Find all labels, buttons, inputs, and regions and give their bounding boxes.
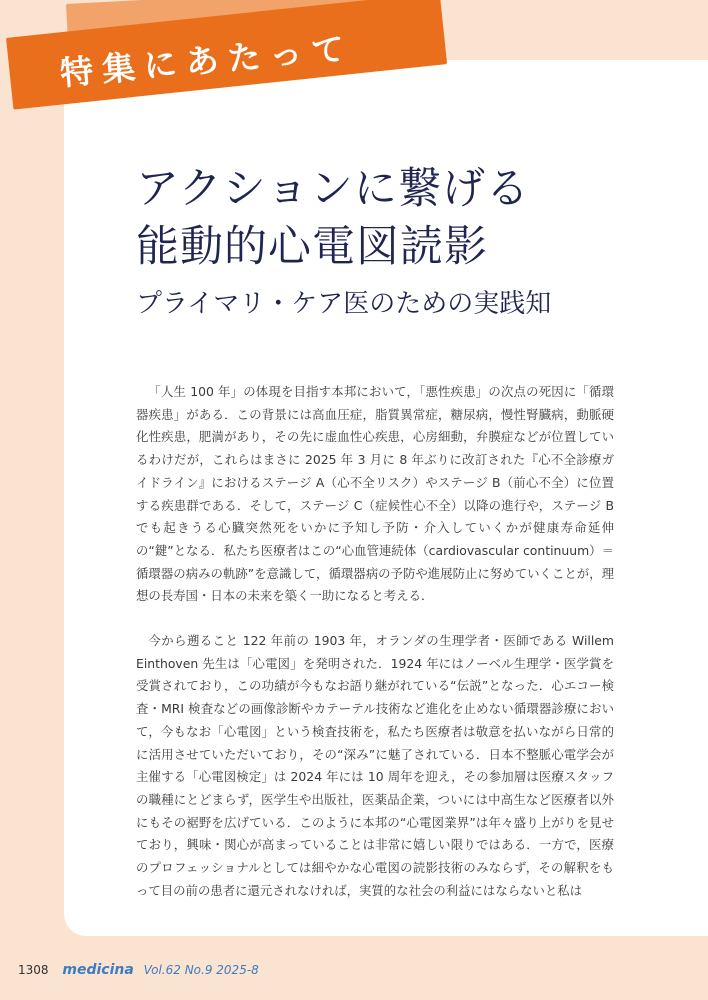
- title-line-1: アクションに繋げる: [136, 164, 530, 214]
- article-title: [136, 160, 530, 276]
- body-paragraph: 今から遡ること 122 年前の 1903 年，オランダの生理学者・医師である Willem Einthoven 先生は「心電図」を発明された．1924 年にはノーベル生理学・医学賞を受賞されており，この功績が今もなお語り継がれている“伝説”となった．心エコー検査・MRI 検査などの画像診断やカテーテル技術など進化を止めない循環器診療において，今もなお「心電図」という検査技術を，私たち医療者は敬意を払いながら日常的に活用させていただいており，その“深み”に魅了されている．日本不整脈心電学会が主催する「心電図検定」は 2024 年には 10 周年を迎え，その参加層は医療スタッフの職種にとどまらず，医学生や出版社，医薬品企業，ついには中高生など医療者以外にもその裾野を広げている．このように本邦の“心電図業界”は年々盛り上がりを見せており，興味・関心が高まっていることは非常に嬉しい限りではある．一方で，医療のプロフェッショナルとしては細やかな心電図の読影技術のみならず，その解釈をもって目の前の患者に還元されなければ，実質的な社会の利益にはならないと私は: [136, 633, 614, 898]
- page-number: 1308: [18, 963, 49, 977]
- body-paragraph: 「人生 100 年」の体現を目指す本邦において，「悪性疾患」の次点の死因に「循環器疾患」がある．この背景には高血圧症，脂質異常症，糖尿病，慢性腎臓病，動脈硬化性疾患，肥満があり，その先に虚血性心疾患，心房細動，弁膜症などが位置しているわけだが，これらはまさに 2025 年 3 月に 8 年ぶりに改訂された『心不全診療ガイドライン』におけるステージ A（心不全リスク）やステージ B（前心不全）に位置する疾患群である．そして，ステージ C（症候性心不全）以降の進行や，ステージ B でも起きうる心臓突然死をいかに予知し予防・介入していくかが健康寿命延伸の“鍵”となる．私たち医療者はこの“心血管連続体（cardiovascular continuum）＝循環器の病みの軌跡”を意識して，循環器病の予防や進展防止に努めていくことが，理想の長寿国・日本の未来を築く一助になると考える．: [136, 384, 614, 604]
- title-line-2: 能動的心電図読影: [136, 222, 488, 272]
- journal-volume: Vol.62 No.9 2025-8: [143, 963, 259, 977]
- feature-banner-label: 特集にあたって: [58, 28, 355, 93]
- article-body: [136, 381, 614, 924]
- page-footer: [18, 962, 259, 978]
- article-subtitle: プライマリ・ケア医のための実践知: [136, 289, 552, 319]
- journal-name: medicina: [62, 962, 134, 978]
